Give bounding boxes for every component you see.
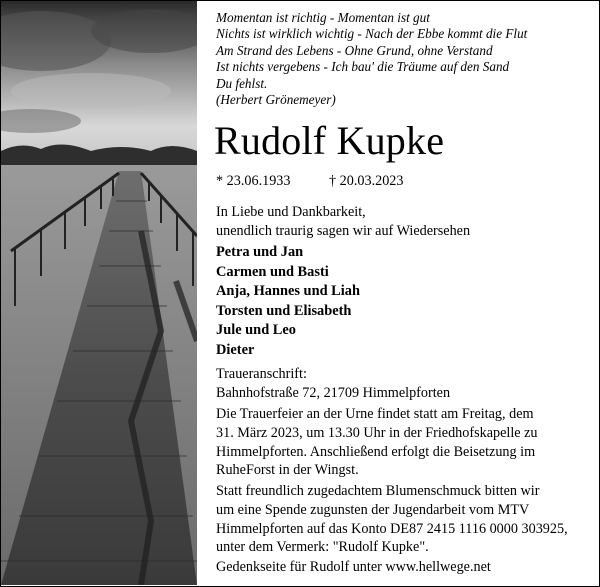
donation-info [216, 482, 568, 557]
donation-line: Statt freundlich zugedachtem Blumenschmuck bitten wir [216, 483, 540, 499]
poem-line: Du fehlst. [216, 75, 268, 91]
mourner-name: Dieter [216, 341, 255, 358]
death-date: † 20.03.2023 [329, 173, 404, 189]
service-line: RuheForst in der Wingst. [216, 462, 359, 479]
service-line: Die Trauerfeier an der Urne findet statt am Freitag, dem [216, 406, 534, 422]
life-dates [216, 172, 404, 190]
mourning-address [216, 365, 450, 403]
intro-line: unendlich traurig sagen wir auf Wiedersehen [216, 222, 471, 239]
poem-quote [216, 10, 527, 108]
intro-line: In Liebe und Dankbarkeit, [216, 204, 366, 220]
intro-text [216, 203, 470, 241]
service-line: 31. März 2023, um 13.30 Uhr in der Friedhofskapelle zu [216, 424, 538, 441]
address-value: Bahnhofstraße 72, 21709 Himmelpforten [216, 384, 451, 401]
funeral-service-info [216, 405, 538, 480]
mourner-name: Jule und Leo [216, 322, 296, 339]
memorial-page-link[interactable]: Gedenkseite für Rudolf unter www.hellwege.net [216, 559, 491, 575]
mourners-list [216, 243, 360, 361]
poem-line: Ist nichts vergebens - Ich bau' die Träume auf den Sand [216, 59, 510, 75]
poem-line: Momentan ist richtig - Momentan ist gut [216, 10, 430, 25]
donation-line: Himmelpforten auf das Konto DE87 2415 1116 0000 303925, [216, 520, 568, 537]
birth-date: * 23.06.1933 [216, 173, 291, 189]
mourner-name: Petra und Jan [216, 244, 304, 260]
mourner-name: Anja, Hannes und Liah [216, 283, 360, 300]
mourner-name: Carmen und Basti [216, 263, 329, 280]
pier-photo [1, 1, 197, 585]
poem-line: Nichts ist wirklich wichtig - Nach der Ebbe kommt die Flut [216, 26, 528, 42]
address-label: Traueranschrift: [216, 366, 307, 382]
donation-line: unter dem Vermerk: "Rudolf Kupke". [216, 539, 429, 556]
poem-line: Am Strand des Lebens - Ohne Grund, ohne Verstand [216, 42, 493, 58]
mourner-name: Torsten und Elisabeth [216, 302, 352, 319]
donation-line: um eine Spende zugunsten der Jugendarbeit vom MTV [216, 501, 530, 518]
deceased-name: Rudolf Kupke [214, 118, 445, 163]
poem-attribution: (Herbert Grönemeyer) [216, 91, 336, 107]
service-line: Himmelpforten. Anschließend erfolgt die Beisetzung im [216, 443, 536, 460]
